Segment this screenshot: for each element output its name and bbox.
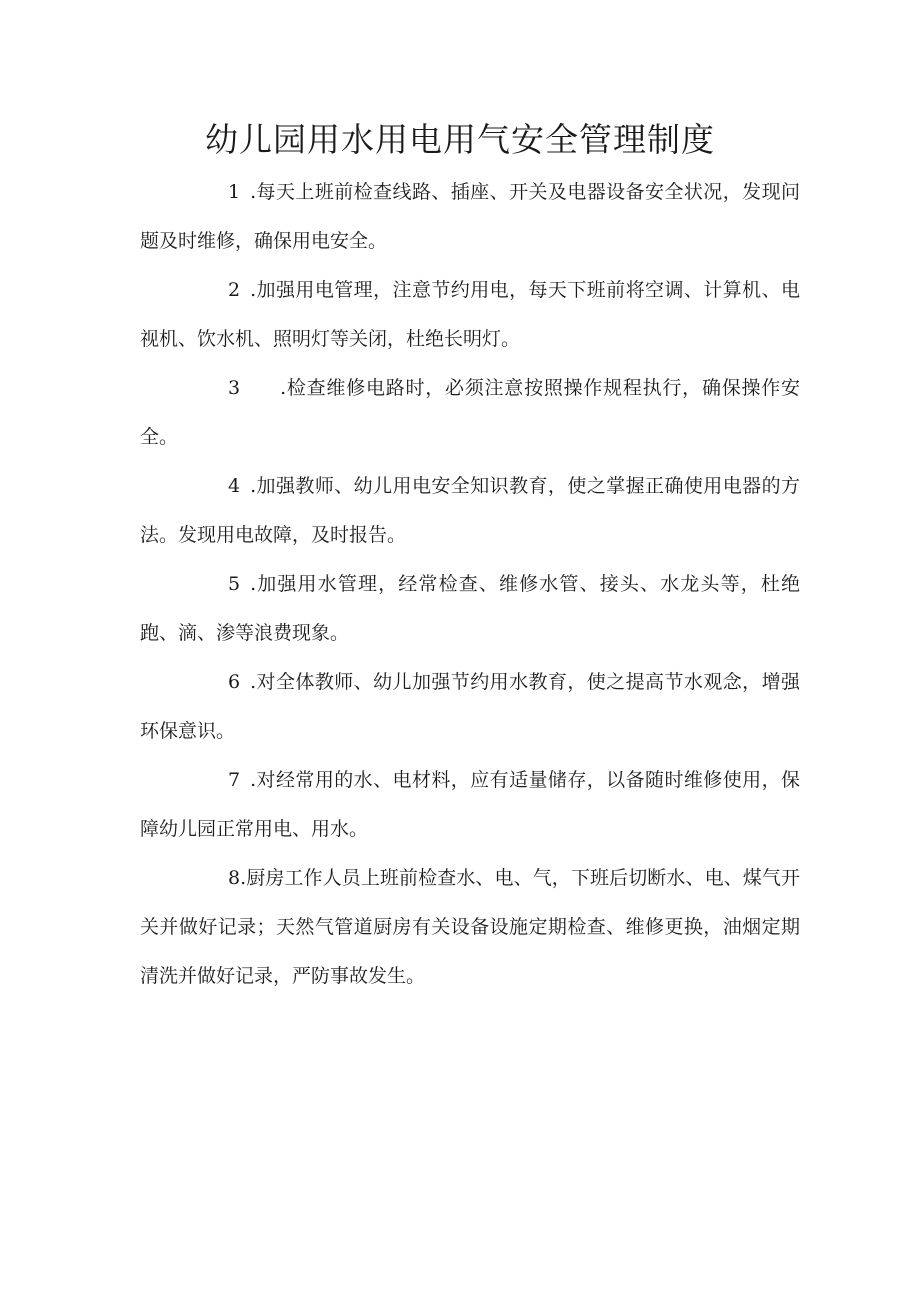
item-text: .加强教师、幼儿用电安全知识教育，使之掌握正确使用电器的方法。发现用电故障，及时报告。 [140,475,800,546]
list-item-6 [140,658,800,756]
document-body [140,168,800,1001]
item-number: 3 [228,377,241,399]
item-number: 1 [228,181,241,203]
list-item-4 [140,462,800,560]
item-number: 2 [228,279,241,301]
item-number: 8 [228,867,241,889]
item-text: .厨房工作人员上班前检查水、电、气，下班后切断水、电、煤气开关并做好记录；天然气管道厨房有关设备设施定期检查、维修更换，油烟定期清洗并做好记录，严防事故发生。 [140,867,800,987]
list-item-5 [140,560,800,658]
list-item-3 [140,364,800,462]
item-number: 7 [228,769,241,791]
list-item-2 [140,266,800,364]
item-number: 4 [228,475,241,497]
item-text: .对全体教师、幼儿加强节约用水教育，使之提高节水观念，增强环保意识。 [140,671,800,742]
item-text: .检查维修电路时，必须注意按照操作规程执行，确保操作安全。 [140,377,800,448]
list-item-1 [140,168,800,266]
list-item-7 [140,756,800,854]
item-text: .加强用电管理，注意节约用电，每天下班前将空调、计算机、电视机、饮水机、照明灯等关闭，杜绝长明灯。 [140,279,800,350]
item-text: .加强用水管理，经常检查、维修水管、接头、水龙头等，杜绝跑、滴、渗等浪费现象。 [140,573,800,644]
item-text: .对经常用的水、电材料，应有适量储存，以备随时维修使用，保障幼儿园正常用电、用水。 [140,769,800,840]
page-title: 幼儿园用水用电用气安全管理制度 [205,120,715,159]
list-item-8 [140,854,800,1001]
item-number: 6 [228,671,241,693]
item-text: .每天上班前检查线路、插座、开关及电器设备安全状况，发现问题及时维修，确保用电安全。 [140,181,800,252]
item-number: 5 [228,573,241,595]
